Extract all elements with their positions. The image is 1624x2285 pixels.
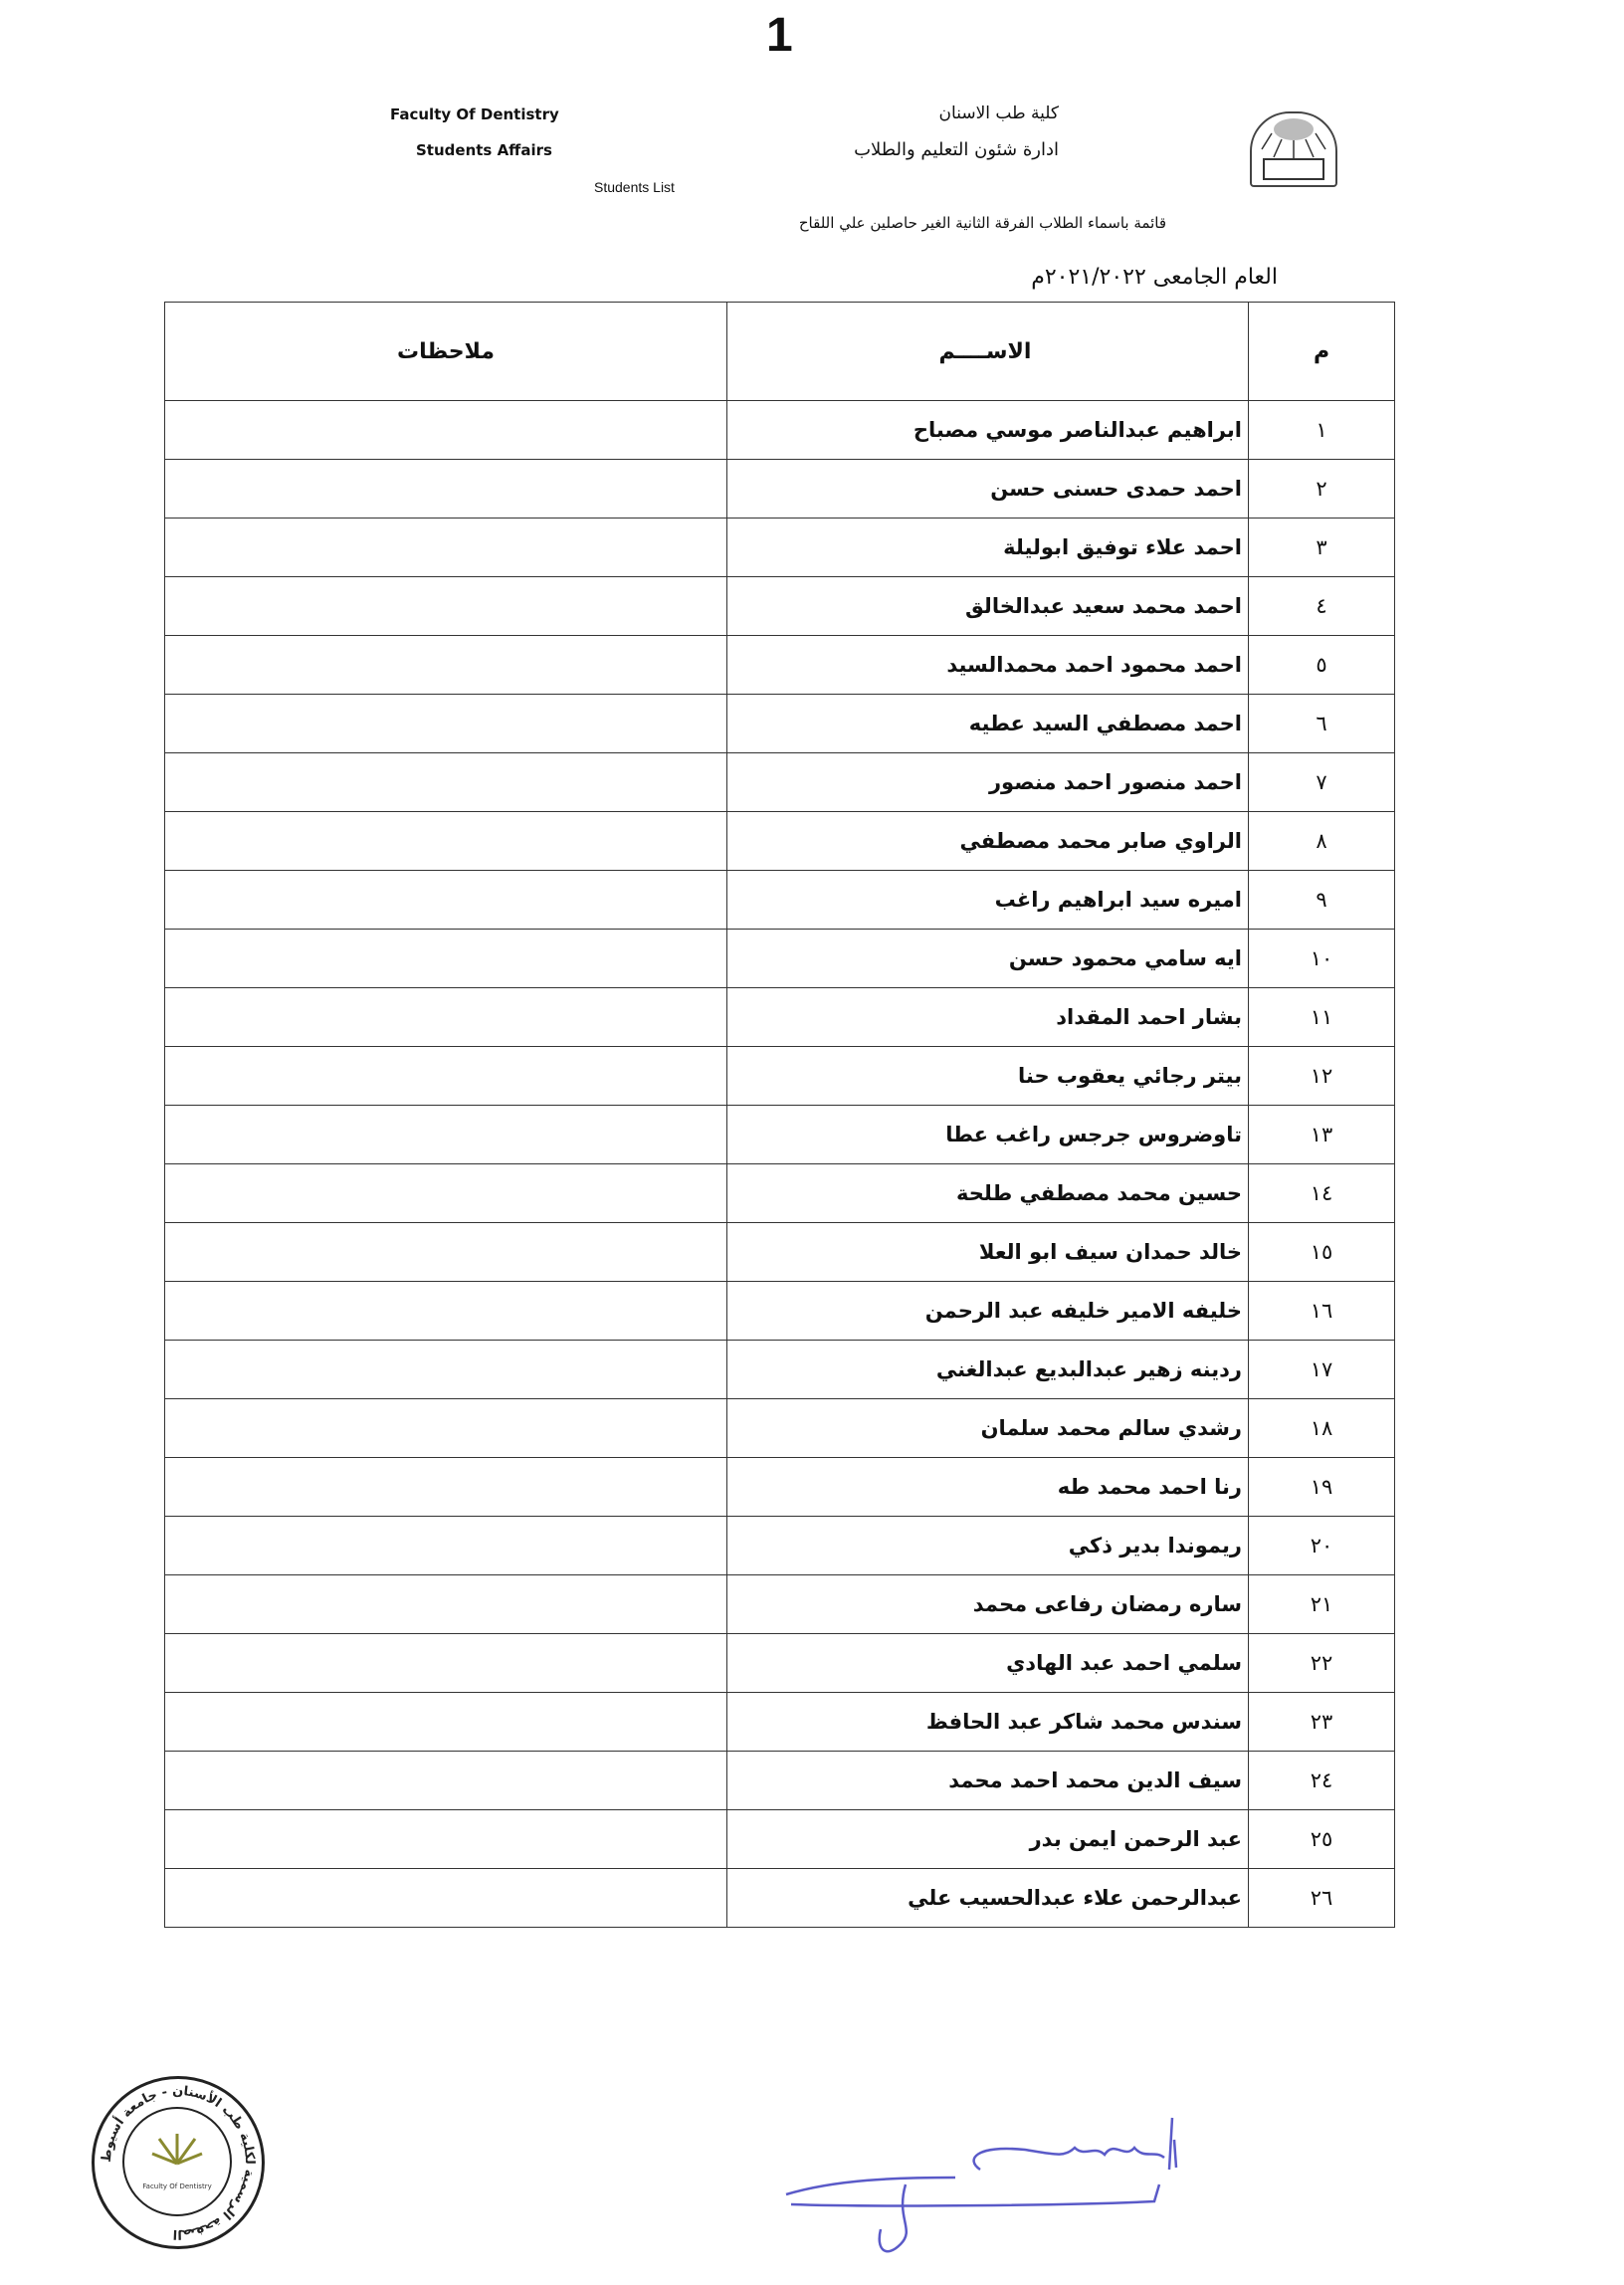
notes-cell	[165, 1634, 727, 1693]
student-name: خليفه الامير خليفه عبد الرحمن	[727, 1282, 1249, 1341]
student-name: عبد الرحمن ايمن بدر	[727, 1810, 1249, 1869]
header-notes: ملاحظات	[165, 303, 727, 401]
notes-cell	[165, 1752, 727, 1810]
row-number: ٢٢	[1249, 1634, 1395, 1693]
student-name: ايه سامي محمود حسن	[727, 930, 1249, 988]
table-row	[165, 1341, 1395, 1399]
notes-cell	[165, 577, 727, 636]
faculty-en: Faculty Of Dentistry	[390, 105, 559, 123]
student-name: اميره سيد ابراهيم راغب	[727, 871, 1249, 930]
row-number: ١٥	[1249, 1223, 1395, 1282]
notes-cell	[165, 930, 727, 988]
notes-cell	[165, 1282, 727, 1341]
notes-cell	[165, 1869, 727, 1928]
table-row	[165, 1575, 1395, 1634]
notes-cell	[165, 1458, 727, 1517]
table-row	[165, 577, 1395, 636]
table-row	[165, 1047, 1395, 1106]
student-name: الراوي صابر محمد مصطفي	[727, 812, 1249, 871]
notes-cell	[165, 519, 727, 577]
notes-cell	[165, 636, 727, 695]
student-name: سندس محمد شاكر عبد الحافظ	[727, 1693, 1249, 1752]
students-table	[164, 302, 1395, 1928]
row-number: ١	[1249, 401, 1395, 460]
notes-cell	[165, 871, 727, 930]
svg-text:الصفحة الرسمية لكلية طب الأسنا: الصفحة الرسمية لكلية طب الأسنان - جامعة أسيوط	[99, 2083, 258, 2242]
table-row	[165, 695, 1395, 753]
table-row	[165, 636, 1395, 695]
table-row	[165, 1517, 1395, 1575]
notes-cell	[165, 460, 727, 519]
row-number: ٩	[1249, 871, 1395, 930]
student-name: خالد حمدان سيف ابو العلا	[727, 1223, 1249, 1282]
row-number: ١٨	[1249, 1399, 1395, 1458]
student-name: رنا احمد محمد طه	[727, 1458, 1249, 1517]
affairs-en: Students Affairs	[416, 141, 552, 159]
row-number: ٣	[1249, 519, 1395, 577]
table-row	[165, 1399, 1395, 1458]
affairs-ar: ادارة شئون التعليم والطلاب	[854, 139, 1059, 160]
row-number: ٢٦	[1249, 1869, 1395, 1928]
student-name: بيتر رجائي يعقوب حنا	[727, 1047, 1249, 1106]
student-name: احمد علاء توفيق ابوليلة	[727, 519, 1249, 577]
table-row	[165, 401, 1395, 460]
table-row	[165, 1223, 1395, 1282]
notes-cell	[165, 812, 727, 871]
student-name: ساره رمضان رفاعى محمد	[727, 1575, 1249, 1634]
document-subtitle: قائمة باسماء الطلاب الفرقة الثانية الغير حاصلين علي اللقاح	[798, 214, 1166, 232]
table-row	[165, 1164, 1395, 1223]
row-number: ٢٠	[1249, 1517, 1395, 1575]
official-stamp	[92, 2076, 265, 2249]
row-number: ٢٥	[1249, 1810, 1395, 1869]
notes-cell	[165, 1047, 727, 1106]
student-name: رشدي سالم محمد سلمان	[727, 1399, 1249, 1458]
row-number: ٢١	[1249, 1575, 1395, 1634]
academic-year: العام الجامعى ٢٠٢١/٢٠٢٢م	[1031, 265, 1278, 290]
student-name: احمد مصطفي السيد عطيه	[727, 695, 1249, 753]
row-number: ٦	[1249, 695, 1395, 753]
table-row	[165, 460, 1395, 519]
row-number: ١١	[1249, 988, 1395, 1047]
notes-cell	[165, 1693, 727, 1752]
table-row	[165, 1752, 1395, 1810]
table-row	[165, 519, 1395, 577]
students-list-label: Students List	[594, 179, 675, 195]
table-row	[165, 753, 1395, 812]
row-number: ١٠	[1249, 930, 1395, 988]
header-name: الاســــم	[727, 303, 1249, 401]
notes-cell	[165, 988, 727, 1047]
notes-cell	[165, 1517, 727, 1575]
student-name: تاوضروس جرجس راغب عطا	[727, 1106, 1249, 1164]
row-number: ٧	[1249, 753, 1395, 812]
notes-cell	[165, 1223, 727, 1282]
student-name: احمد حمدى حسنى حسن	[727, 460, 1249, 519]
row-number: ١٧	[1249, 1341, 1395, 1399]
student-name: حسين محمد مصطفي طلحة	[727, 1164, 1249, 1223]
notes-cell	[165, 1106, 727, 1164]
table-row	[165, 1869, 1395, 1928]
page-number: 1	[766, 9, 793, 62]
table-row	[165, 988, 1395, 1047]
university-logo	[1250, 111, 1337, 187]
svg-text:Faculty Of Dentistry: Faculty Of Dentistry	[142, 2182, 212, 2190]
signature	[776, 2110, 1333, 2273]
row-number: ١٢	[1249, 1047, 1395, 1106]
table-row	[165, 1634, 1395, 1693]
faculty-ar: كلية طب الاسنان	[938, 104, 1059, 123]
row-number: ٢	[1249, 460, 1395, 519]
notes-cell	[165, 401, 727, 460]
row-number: ١٤	[1249, 1164, 1395, 1223]
notes-cell	[165, 1164, 727, 1223]
table-row	[165, 930, 1395, 988]
student-name: احمد محمود احمد محمدالسيد	[727, 636, 1249, 695]
notes-cell	[165, 1575, 727, 1634]
row-number: ٨	[1249, 812, 1395, 871]
row-number: ٢٣	[1249, 1693, 1395, 1752]
row-number: ٢٤	[1249, 1752, 1395, 1810]
table-row	[165, 871, 1395, 930]
table-row	[165, 1810, 1395, 1869]
table-header-row	[165, 303, 1395, 401]
student-name: بشار احمد المقداد	[727, 988, 1249, 1047]
table-row	[165, 812, 1395, 871]
student-name: سيف الدين محمد احمد محمد	[727, 1752, 1249, 1810]
table-row	[165, 1282, 1395, 1341]
table-row	[165, 1106, 1395, 1164]
row-number: ١٣	[1249, 1106, 1395, 1164]
table-row	[165, 1458, 1395, 1517]
student-name: ريموندا بدير ذكي	[727, 1517, 1249, 1575]
notes-cell	[165, 695, 727, 753]
student-name: عبدالرحمن علاء عبدالحسيب علي	[727, 1869, 1249, 1928]
notes-cell	[165, 753, 727, 812]
header-num: م	[1249, 303, 1395, 401]
table-row	[165, 1693, 1395, 1752]
student-name: ابراهيم عبدالناصر موسي مصباح	[727, 401, 1249, 460]
notes-cell	[165, 1810, 727, 1869]
student-name: ردينه زهير عبدالبديع عبدالغني	[727, 1341, 1249, 1399]
notes-cell	[165, 1341, 727, 1399]
notes-cell	[165, 1399, 727, 1458]
row-number: ٥	[1249, 636, 1395, 695]
row-number: ٤	[1249, 577, 1395, 636]
row-number: ١٩	[1249, 1458, 1395, 1517]
row-number: ١٦	[1249, 1282, 1395, 1341]
student-name: سلمي احمد عبد الهادي	[727, 1634, 1249, 1693]
student-name: احمد محمد سعيد عبدالخالق	[727, 577, 1249, 636]
student-name: احمد منصور احمد منصور	[727, 753, 1249, 812]
